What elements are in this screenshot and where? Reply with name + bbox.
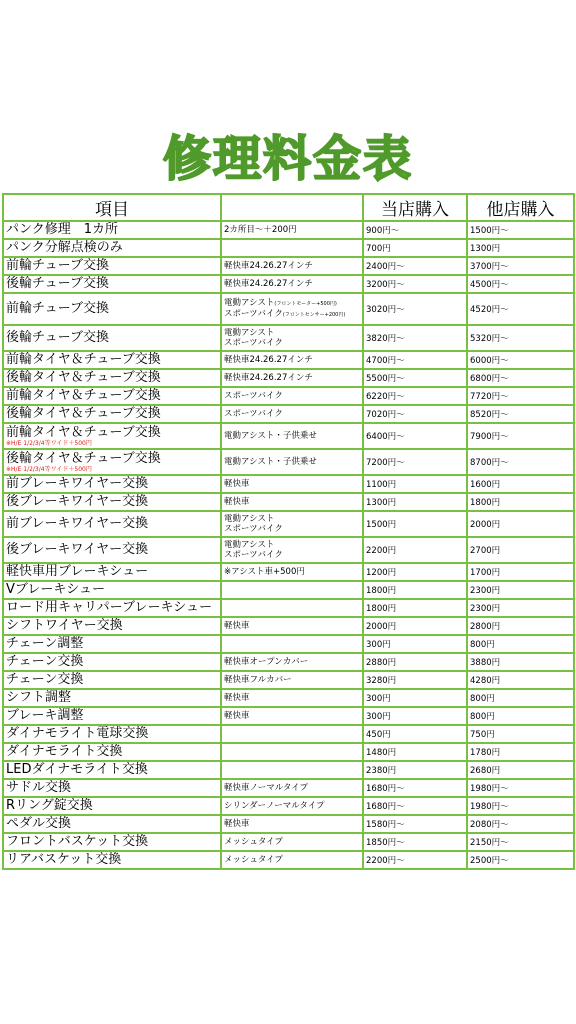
service-item bbox=[3, 325, 221, 351]
service-name: シフト調整 bbox=[6, 690, 72, 705]
service-name: パンク修理 1カ所 bbox=[6, 222, 119, 237]
note-line: 軽快車 bbox=[224, 621, 250, 631]
table-row bbox=[3, 275, 574, 293]
note-line: スポーツバイク bbox=[224, 524, 283, 534]
service-note bbox=[221, 351, 363, 369]
table-row bbox=[3, 725, 574, 743]
price-other-store: 8520円～ bbox=[467, 405, 574, 423]
price-other-store: 2300円 bbox=[467, 599, 574, 617]
service-note bbox=[221, 581, 363, 599]
service-note bbox=[221, 653, 363, 671]
price-our-store: 2880円 bbox=[363, 653, 467, 671]
note-surcharge: (フロントモーター+500円) bbox=[274, 301, 337, 307]
table-row bbox=[3, 617, 574, 635]
price-our-store: 300円 bbox=[363, 707, 467, 725]
table-row bbox=[3, 815, 574, 833]
service-item bbox=[3, 563, 221, 581]
service-item bbox=[3, 405, 221, 423]
service-item bbox=[3, 797, 221, 815]
service-name: ブレーキ調整 bbox=[6, 708, 84, 723]
service-item bbox=[3, 351, 221, 369]
service-name: 後輪チューブ交換 bbox=[6, 276, 109, 291]
price-our-store: 1850円～ bbox=[363, 833, 467, 851]
table-row bbox=[3, 511, 574, 537]
service-name: チェーン交換 bbox=[6, 672, 84, 687]
price-our-store: 5500円～ bbox=[363, 369, 467, 387]
service-name: Rリング錠交換 bbox=[6, 798, 93, 813]
service-name: 前輪タイヤ＆チューブ交換 bbox=[6, 388, 161, 403]
service-item bbox=[3, 743, 221, 761]
service-item bbox=[3, 707, 221, 725]
price-our-store: 2200円 bbox=[363, 537, 467, 563]
service-item bbox=[3, 689, 221, 707]
table-row bbox=[3, 653, 574, 671]
note-line: 電動アシスト bbox=[224, 540, 275, 550]
service-note bbox=[221, 293, 363, 325]
price-other-store: 2680円 bbox=[467, 761, 574, 779]
table-row bbox=[3, 537, 574, 563]
service-name: 前輪チューブ交換 bbox=[6, 258, 109, 273]
service-name: ロード用キャリパーブレーキシュー bbox=[6, 600, 213, 615]
price-other-store: 2700円 bbox=[467, 537, 574, 563]
service-item bbox=[3, 815, 221, 833]
note-line: 軽快車 bbox=[224, 711, 250, 721]
table-row bbox=[3, 833, 574, 851]
price-table bbox=[2, 193, 575, 870]
table-row bbox=[3, 779, 574, 797]
price-other-store: 1300円 bbox=[467, 239, 574, 257]
note-line: 2カ所目～＋200円 bbox=[224, 225, 297, 235]
table-row bbox=[3, 707, 574, 725]
service-item bbox=[3, 599, 221, 617]
price-our-store: 1580円～ bbox=[363, 815, 467, 833]
price-other-store: 6000円～ bbox=[467, 351, 574, 369]
service-note bbox=[221, 511, 363, 537]
table-row bbox=[3, 257, 574, 275]
service-note bbox=[221, 599, 363, 617]
service-name: 後輪タイヤ＆チューブ交換 bbox=[6, 406, 161, 421]
note-line: 軽快車 bbox=[224, 479, 250, 489]
price-other-store: 3700円～ bbox=[467, 257, 574, 275]
price-our-store: 450円 bbox=[363, 725, 467, 743]
table-row bbox=[3, 387, 574, 405]
service-item bbox=[3, 387, 221, 405]
note-line: シリンダーノーマルタイプ bbox=[224, 801, 325, 811]
service-note bbox=[221, 325, 363, 351]
note-line: 電動アシスト・子供乗せ bbox=[224, 457, 317, 467]
service-name: 前輪チューブ交換 bbox=[6, 301, 109, 316]
service-note bbox=[221, 493, 363, 511]
service-name: ダイナモライト交換 bbox=[6, 744, 123, 759]
table-row bbox=[3, 689, 574, 707]
table-row bbox=[3, 293, 574, 325]
service-note bbox=[221, 617, 363, 635]
service-name: 前輪タイヤ＆チューブ交換 bbox=[6, 352, 161, 367]
service-note bbox=[221, 387, 363, 405]
note-line: 軽快車24.26.27インチ bbox=[224, 279, 313, 289]
service-name: 前ブレーキワイヤー交換 bbox=[6, 516, 149, 531]
service-name: パンク分解点検のみ bbox=[6, 240, 123, 255]
service-surcharge-note: ※H/E 1/2/3/4等ワイド＋500円 bbox=[6, 440, 92, 447]
price-our-store: 1500円 bbox=[363, 511, 467, 537]
service-note bbox=[221, 779, 363, 797]
table-row bbox=[3, 221, 574, 239]
price-our-store: 3820円～ bbox=[363, 325, 467, 351]
header-our-store: 当店購入 bbox=[363, 194, 467, 221]
service-note bbox=[221, 449, 363, 475]
price-our-store: 1200円 bbox=[363, 563, 467, 581]
service-item bbox=[3, 761, 221, 779]
price-our-store: 7020円～ bbox=[363, 405, 467, 423]
price-our-store: 1800円 bbox=[363, 581, 467, 599]
service-note bbox=[221, 475, 363, 493]
service-name: LEDダイナモライト交換 bbox=[6, 762, 148, 777]
price-our-store: 1100円 bbox=[363, 475, 467, 493]
table-row bbox=[3, 599, 574, 617]
price-our-store: 300円 bbox=[363, 689, 467, 707]
service-name: 後ブレーキワイヤー交換 bbox=[6, 542, 149, 557]
service-note bbox=[221, 369, 363, 387]
price-other-store: 1800円 bbox=[467, 493, 574, 511]
table-row bbox=[3, 449, 574, 475]
price-our-store: 4700円～ bbox=[363, 351, 467, 369]
note-line: 軽快車 bbox=[224, 693, 250, 703]
note-line: 軽快車ノーマルタイプ bbox=[224, 783, 308, 793]
service-note bbox=[221, 743, 363, 761]
service-name: 軽快車用ブレーキシュー bbox=[6, 564, 149, 579]
table-row bbox=[3, 797, 574, 815]
table-row bbox=[3, 325, 574, 351]
service-name: サドル交換 bbox=[6, 780, 72, 795]
price-our-store: 6400円～ bbox=[363, 423, 467, 449]
price-our-store: 3200円～ bbox=[363, 275, 467, 293]
service-item bbox=[3, 581, 221, 599]
service-item bbox=[3, 257, 221, 275]
service-name: Vブレーキシュー bbox=[6, 582, 105, 597]
table-row bbox=[3, 423, 574, 449]
service-item bbox=[3, 493, 221, 511]
service-item bbox=[3, 725, 221, 743]
service-item bbox=[3, 653, 221, 671]
service-item bbox=[3, 851, 221, 869]
service-surcharge-note: ※H/E 1/2/3/4等ワイド＋500円 bbox=[6, 466, 92, 473]
price-our-store: 900円～ bbox=[363, 221, 467, 239]
service-name: 後輪チューブ交換 bbox=[6, 330, 109, 345]
note-line: 軽快車 bbox=[224, 819, 250, 829]
header-note bbox=[221, 194, 363, 221]
note-line: 電動アシスト bbox=[224, 514, 275, 524]
price-our-store: 300円 bbox=[363, 635, 467, 653]
price-our-store: 1800円 bbox=[363, 599, 467, 617]
page-title: 修理料金表 bbox=[162, 131, 413, 187]
service-name: 後ブレーキワイヤー交換 bbox=[6, 494, 149, 509]
service-note bbox=[221, 707, 363, 725]
service-note bbox=[221, 671, 363, 689]
table-row bbox=[3, 671, 574, 689]
table-row bbox=[3, 761, 574, 779]
table-row bbox=[3, 743, 574, 761]
service-item bbox=[3, 293, 221, 325]
price-other-store: 5320円～ bbox=[467, 325, 574, 351]
price-our-store: 2400円～ bbox=[363, 257, 467, 275]
service-item bbox=[3, 617, 221, 635]
service-item bbox=[3, 369, 221, 387]
service-name: シフトワイヤー交換 bbox=[6, 618, 123, 633]
price-other-store: 4520円～ bbox=[467, 293, 574, 325]
table-row bbox=[3, 493, 574, 511]
note-line: 電動アシスト・子供乗せ bbox=[224, 431, 317, 441]
price-other-store: 800円 bbox=[467, 635, 574, 653]
service-note bbox=[221, 725, 363, 743]
service-item bbox=[3, 221, 221, 239]
price-other-store: 6800円～ bbox=[467, 369, 574, 387]
note-line: 軽快車24.26.27インチ bbox=[224, 261, 313, 271]
service-name: チェーン調整 bbox=[6, 636, 84, 651]
note-line: メッシュタイプ bbox=[224, 837, 283, 847]
table-row bbox=[3, 581, 574, 599]
service-item bbox=[3, 239, 221, 257]
note-line: スポーツバイク bbox=[224, 409, 283, 419]
service-item bbox=[3, 449, 221, 475]
service-item bbox=[3, 833, 221, 851]
service-item bbox=[3, 475, 221, 493]
service-item bbox=[3, 275, 221, 293]
price-other-store: 2500円～ bbox=[467, 851, 574, 869]
note-line: スポーツバイク bbox=[224, 550, 283, 560]
service-note bbox=[221, 423, 363, 449]
note-line bbox=[224, 298, 360, 309]
note-line: 軽快車24.26.27インチ bbox=[224, 373, 313, 383]
service-item bbox=[3, 423, 221, 449]
service-note bbox=[221, 797, 363, 815]
price-other-store: 2080円～ bbox=[467, 815, 574, 833]
note-line: 電動アシスト bbox=[224, 328, 275, 338]
note-line: ※アシスト車+500円 bbox=[224, 567, 305, 577]
price-other-store: 1980円～ bbox=[467, 797, 574, 815]
price-our-store: 2200円～ bbox=[363, 851, 467, 869]
service-note bbox=[221, 851, 363, 869]
service-note bbox=[221, 815, 363, 833]
price-other-store: 2150円～ bbox=[467, 833, 574, 851]
price-other-store: 750円 bbox=[467, 725, 574, 743]
service-name: 後輪タイヤ＆チューブ交換 bbox=[6, 370, 161, 385]
note-text: 電動アシスト bbox=[224, 298, 275, 308]
price-other-store: 800円 bbox=[467, 689, 574, 707]
note-line: スポーツバイク bbox=[224, 338, 283, 348]
note-line: スポーツバイク bbox=[224, 391, 283, 401]
service-item bbox=[3, 635, 221, 653]
price-other-store: 800円 bbox=[467, 707, 574, 725]
service-name: 後輪タイヤ＆チューブ交換 bbox=[6, 451, 161, 466]
note-line: 軽快車オープンカバー bbox=[224, 657, 309, 667]
price-our-store: 6220円～ bbox=[363, 387, 467, 405]
service-name: フロントバスケット交換 bbox=[6, 834, 149, 849]
service-name: ダイナモライト電球交換 bbox=[6, 726, 149, 741]
header-item: 項目 bbox=[3, 194, 221, 221]
note-line: 軽快車24.26.27インチ bbox=[224, 355, 313, 365]
note-surcharge: (フロントセンサー+200円) bbox=[282, 312, 346, 318]
service-name: 前ブレーキワイヤー交換 bbox=[6, 476, 149, 491]
table-header-row bbox=[3, 194, 574, 221]
service-note bbox=[221, 833, 363, 851]
note-line: 軽快車 bbox=[224, 497, 250, 507]
price-other-store: 1700円 bbox=[467, 563, 574, 581]
service-item bbox=[3, 537, 221, 563]
price-other-store: 4280円 bbox=[467, 671, 574, 689]
price-other-store: 4500円～ bbox=[467, 275, 574, 293]
table-row bbox=[3, 369, 574, 387]
table-row bbox=[3, 351, 574, 369]
service-note bbox=[221, 635, 363, 653]
price-our-store: 7200円～ bbox=[363, 449, 467, 475]
price-our-store: 2380円 bbox=[363, 761, 467, 779]
table-row bbox=[3, 851, 574, 869]
service-note bbox=[221, 537, 363, 563]
price-our-store: 1680円～ bbox=[363, 797, 467, 815]
price-other-store: 7900円～ bbox=[467, 423, 574, 449]
price-other-store: 1780円 bbox=[467, 743, 574, 761]
service-name: ペダル交換 bbox=[6, 816, 72, 831]
table-row bbox=[3, 239, 574, 257]
price-our-store: 3280円 bbox=[363, 671, 467, 689]
service-note bbox=[221, 689, 363, 707]
service-note bbox=[221, 257, 363, 275]
price-other-store: 2000円 bbox=[467, 511, 574, 537]
price-other-store: 2800円 bbox=[467, 617, 574, 635]
price-our-store: 3020円～ bbox=[363, 293, 467, 325]
price-our-store: 1300円 bbox=[363, 493, 467, 511]
service-item bbox=[3, 779, 221, 797]
note-line: メッシュタイプ bbox=[224, 855, 283, 865]
service-name: リアバスケット交換 bbox=[6, 852, 122, 867]
price-other-store: 1980円～ bbox=[467, 779, 574, 797]
service-note bbox=[221, 405, 363, 423]
service-name: チェーン交換 bbox=[6, 654, 84, 669]
service-note bbox=[221, 239, 363, 257]
header-other-store: 他店購入 bbox=[467, 194, 574, 221]
price-other-store: 8700円～ bbox=[467, 449, 574, 475]
table-row bbox=[3, 563, 574, 581]
price-our-store: 700円 bbox=[363, 239, 467, 257]
service-note bbox=[221, 761, 363, 779]
service-item bbox=[3, 671, 221, 689]
table-row bbox=[3, 635, 574, 653]
price-our-store: 2000円 bbox=[363, 617, 467, 635]
service-item bbox=[3, 511, 221, 537]
price-other-store: 7720円～ bbox=[467, 387, 574, 405]
price-our-store: 1480円 bbox=[363, 743, 467, 761]
service-name: 前輪タイヤ＆チューブ交換 bbox=[6, 425, 161, 440]
price-our-store: 1680円～ bbox=[363, 779, 467, 797]
service-note bbox=[221, 275, 363, 293]
price-other-store: 1500円～ bbox=[467, 221, 574, 239]
table-row bbox=[3, 405, 574, 423]
note-text: スポーツバイク bbox=[224, 309, 283, 319]
price-other-store: 2300円 bbox=[467, 581, 574, 599]
note-line: 軽快車フルカバー bbox=[224, 675, 292, 685]
price-other-store: 3880円 bbox=[467, 653, 574, 671]
table-row bbox=[3, 475, 574, 493]
price-other-store: 1600円 bbox=[467, 475, 574, 493]
service-note bbox=[221, 221, 363, 239]
service-note bbox=[221, 563, 363, 581]
note-line bbox=[224, 309, 360, 320]
